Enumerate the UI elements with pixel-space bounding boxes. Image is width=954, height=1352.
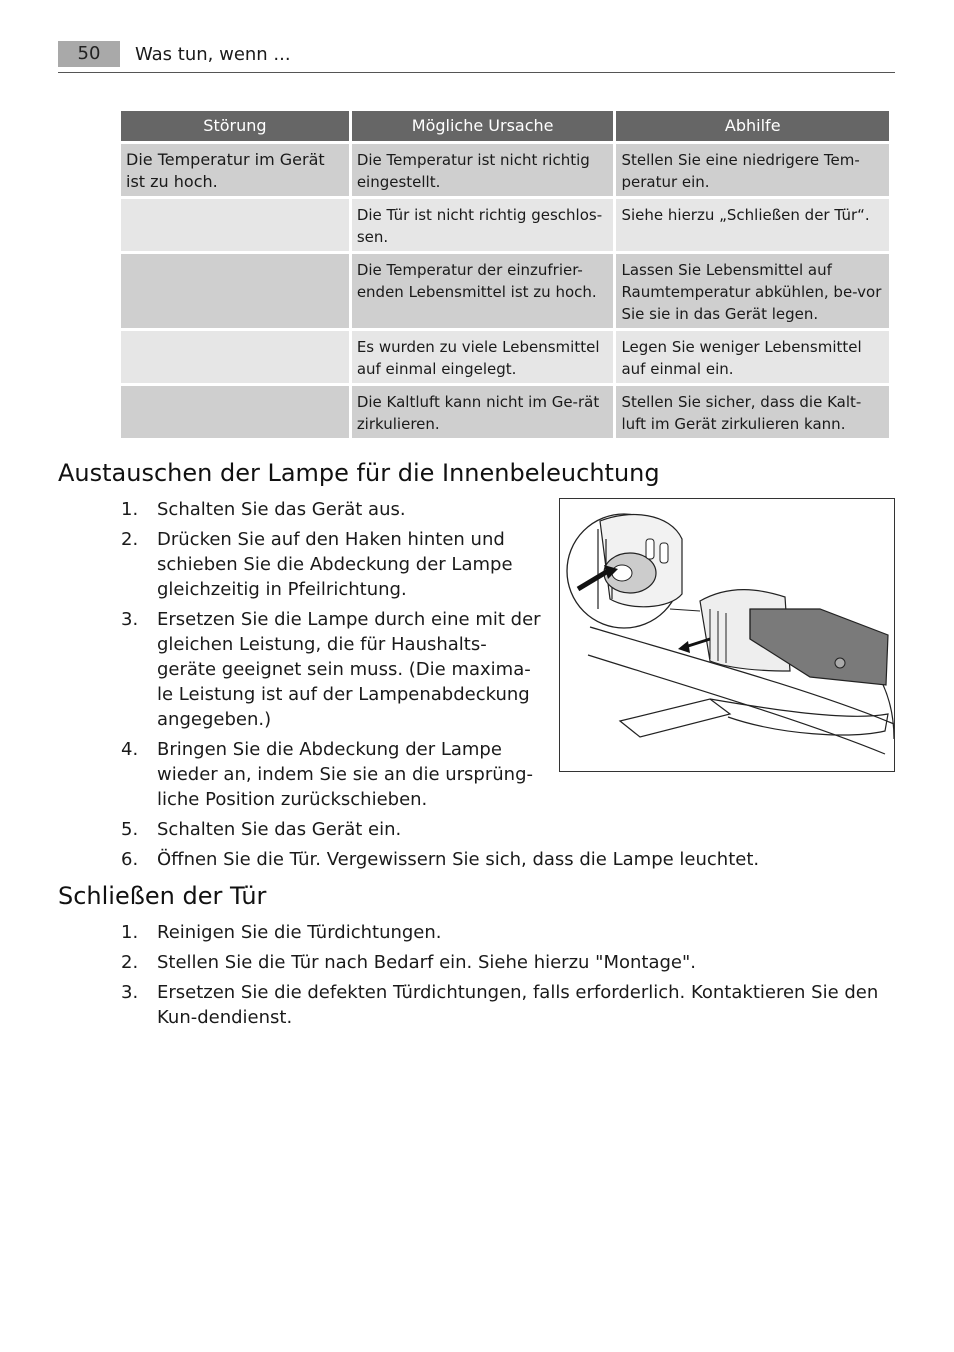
column-header-abhilfe: Abhilfe	[616, 111, 889, 141]
column-header-stoerung: Störung	[121, 111, 349, 141]
lamp-cover-illustration	[559, 498, 895, 772]
table-cell: Die Tür ist nicht richtig geschlos-sen.	[352, 199, 614, 251]
step-text: Bringen Sie die Abdeckung der Lampe wieder an, indem Sie sie an die ursprüng-liche Position zurückschieben.	[157, 739, 533, 810]
step-number: 1.	[121, 922, 139, 943]
section-title-door: Schließen der Tür	[58, 882, 267, 910]
list-item	[121, 950, 901, 975]
step-number: 6.	[121, 849, 139, 870]
table-cell: Die Temperatur ist nicht richtig eingestellt.	[352, 144, 614, 196]
list-item	[121, 527, 541, 602]
table-cell: Die Temperatur der einzufrier-enden Lebensmittel ist zu hoch.	[352, 254, 614, 328]
step-number: 2.	[121, 952, 139, 973]
running-title: Was tun, wenn ...	[135, 44, 291, 65]
list-item	[121, 920, 901, 945]
table-row	[121, 199, 889, 251]
lamp-steps-list	[121, 497, 541, 817]
table-cell: Siehe hierzu „Schließen der Tür“.	[616, 199, 889, 251]
table-cell: Die Kaltluft kann nicht im Ge-rät zirkulieren.	[352, 386, 614, 438]
table-cell	[121, 254, 349, 328]
table-cell	[121, 386, 349, 438]
list-item	[121, 497, 541, 522]
section-title-lamp: Austauschen der Lampe für die Innenbeleuchtung	[58, 459, 660, 487]
step-number: 5.	[121, 819, 139, 840]
table-cell: Stellen Sie eine niedrigere Tem-peratur ein.	[616, 144, 889, 196]
table-row	[121, 331, 889, 383]
step-text: Ersetzen Sie die defekten Türdichtungen, falls erforderlich. Kontaktieren Sie den Kun-dendienst.	[157, 982, 879, 1028]
list-item	[121, 607, 541, 732]
step-text: Ersetzen Sie die Lampe durch eine mit der gleichen Leistung, die für Haushalts-geräte geeignet sein muss. (Die maxima-le Leistung ist auf der Lampenabdeckung angegeben.)	[157, 609, 541, 730]
troubleshooting-table	[118, 108, 892, 441]
lamp-steps-list-continued	[121, 817, 901, 877]
lamp-cover-drawing	[560, 499, 894, 771]
door-steps-list	[121, 920, 901, 1035]
table-cell: Lassen Sie Lebensmittel auf Raumtemperatur abkühlen, be-vor Sie sie in das Gerät legen.	[616, 254, 889, 328]
table-cell: Es wurden zu viele Lebensmittel auf einmal eingelegt.	[352, 331, 614, 383]
step-text: Öffnen Sie die Tür. Vergewissern Sie sich, dass die Lampe leuchtet.	[157, 849, 760, 870]
step-number: 1.	[121, 499, 139, 520]
step-number: 2.	[121, 529, 139, 550]
table-row	[121, 386, 889, 438]
table-cell: Die Temperatur im Gerät ist zu hoch.	[121, 144, 349, 196]
table-cell	[121, 331, 349, 383]
table-row	[121, 254, 889, 328]
table-row	[121, 144, 889, 196]
column-header-ursache: Mögliche Ursache	[352, 111, 614, 141]
page-header	[58, 40, 895, 73]
list-item	[121, 737, 541, 812]
step-text: Schalten Sie das Gerät aus.	[157, 499, 406, 520]
list-item	[121, 980, 901, 1030]
page-number: 50	[58, 41, 120, 67]
table-header-row	[121, 111, 889, 141]
step-number: 3.	[121, 982, 139, 1003]
table-cell	[121, 199, 349, 251]
list-item	[121, 817, 901, 842]
step-number: 4.	[121, 739, 139, 760]
step-text: Reinigen Sie die Türdichtungen.	[157, 922, 442, 943]
step-text: Schalten Sie das Gerät ein.	[157, 819, 402, 840]
table-cell: Legen Sie weniger Lebensmittel auf einmal ein.	[616, 331, 889, 383]
table-cell: Stellen Sie sicher, dass die Kalt-luft im Gerät zirkulieren kann.	[616, 386, 889, 438]
step-text: Stellen Sie die Tür nach Bedarf ein. Siehe hierzu "Montage".	[157, 952, 696, 973]
step-number: 3.	[121, 609, 139, 630]
list-item	[121, 847, 901, 872]
step-text: Drücken Sie auf den Haken hinten und schieben Sie die Abdeckung der Lampe gleichzeitig in Pfeilrichtung.	[157, 529, 513, 600]
